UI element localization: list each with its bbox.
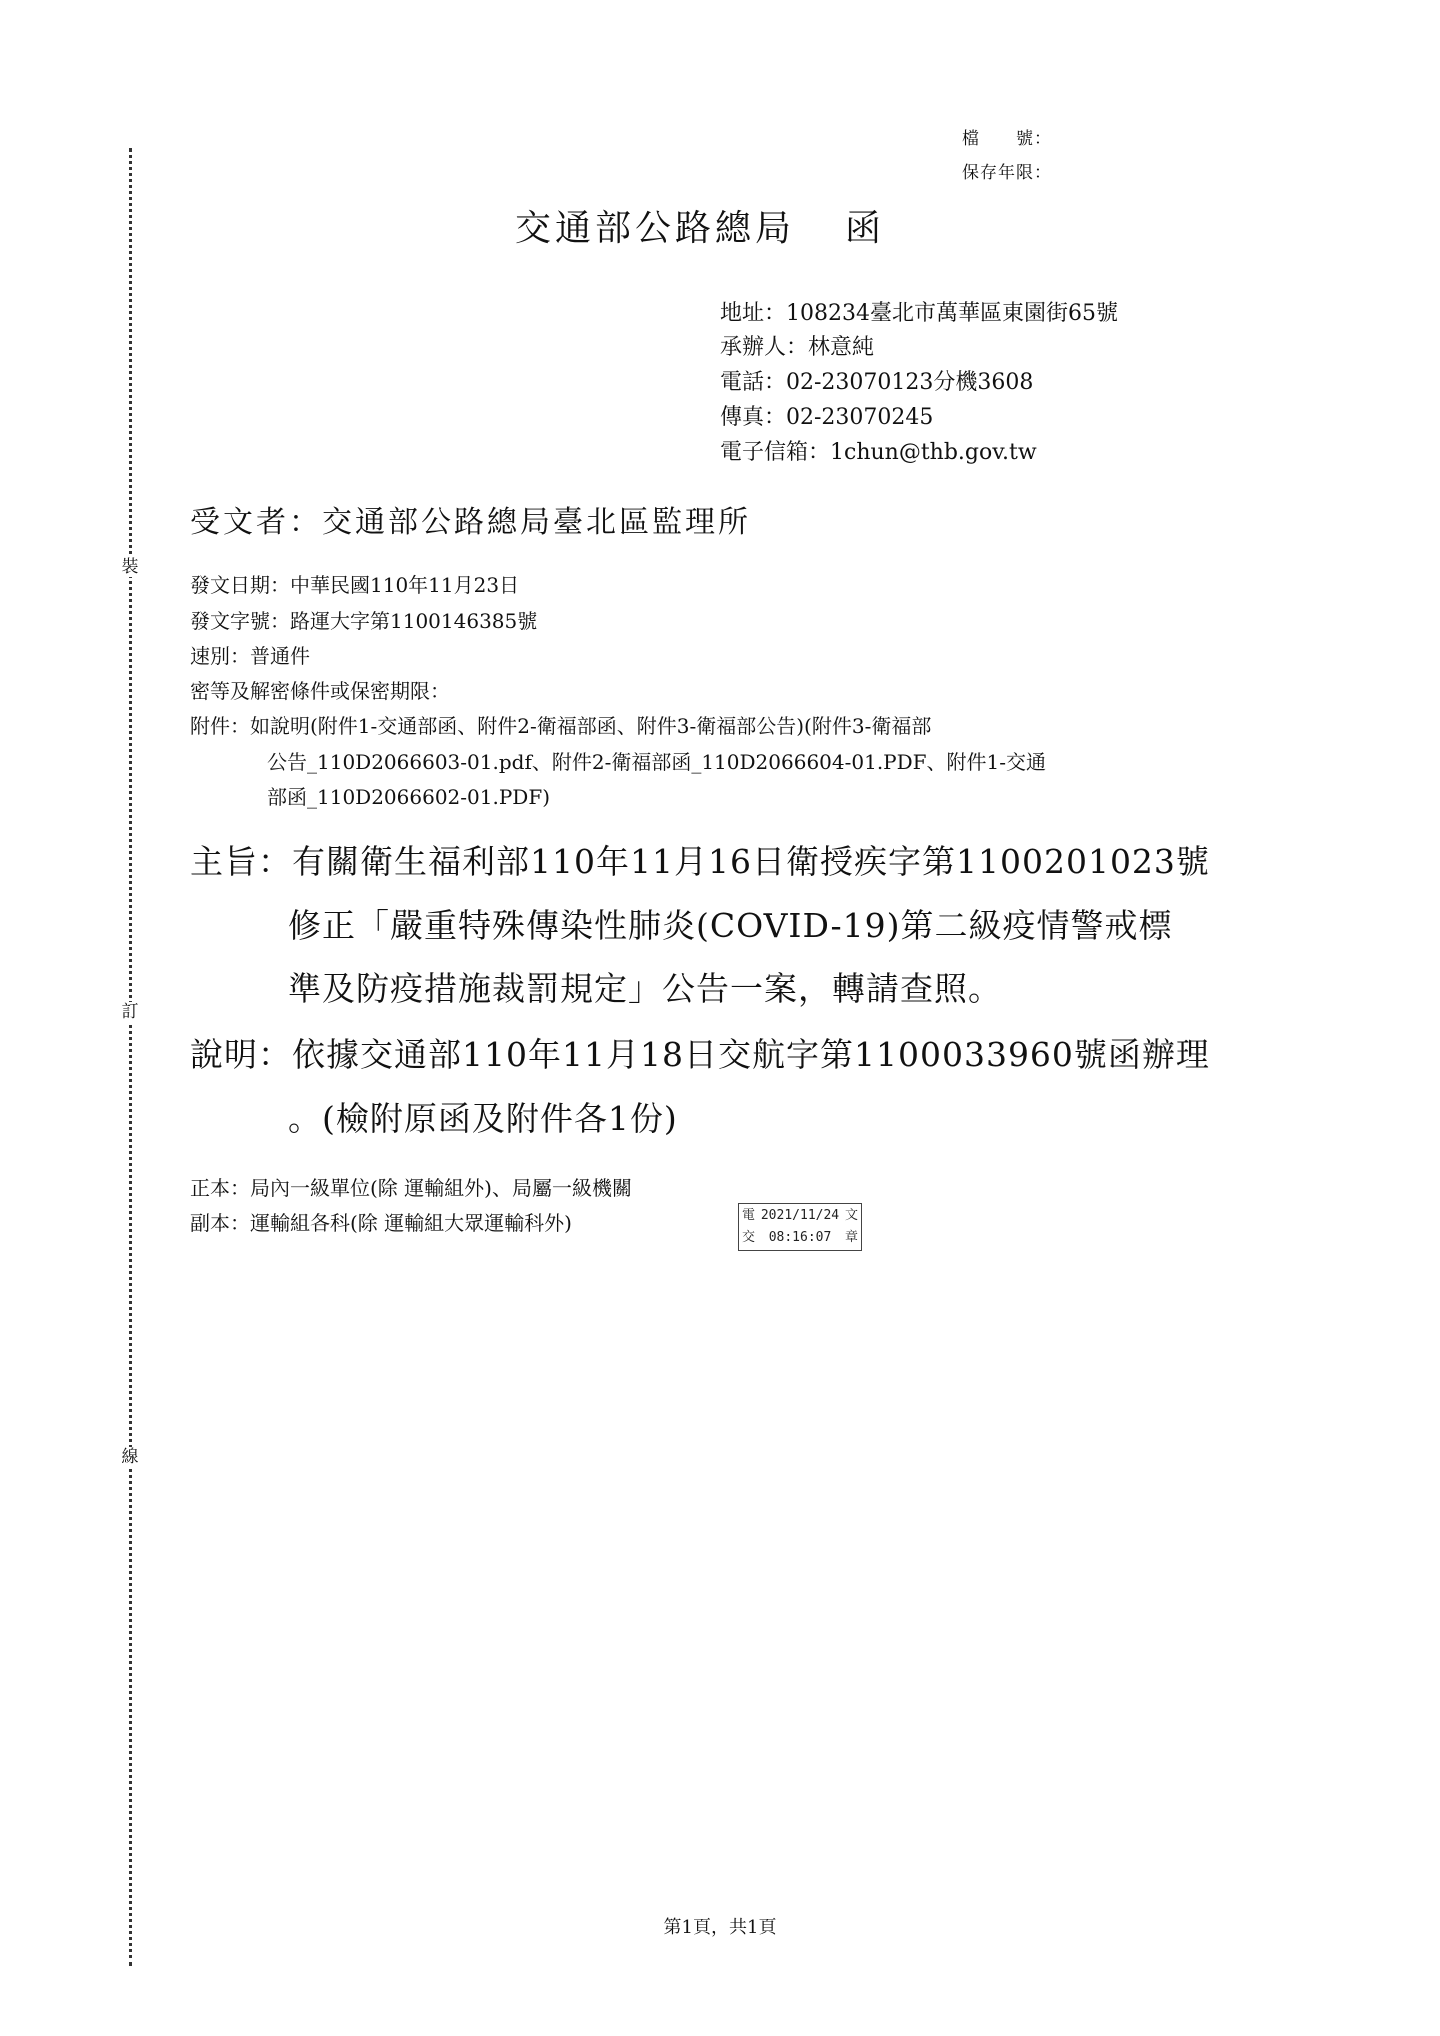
- page-number: 第1頁，共1頁: [663, 1917, 777, 1938]
- explanation-line-2: 。(檢附原函及附件各1份): [288, 1099, 678, 1138]
- binding-char-zhuang: 裝: [116, 557, 144, 577]
- copy-recipients: 副本：運輸組各科(除 運輸組大眾運輸科外): [190, 1211, 572, 1235]
- explanation-line-1: 說明：依據交通部110年11月18日交航字第1100033960號函辦理: [190, 1035, 1210, 1074]
- stamp-char-zhang: 章: [844, 1230, 858, 1245]
- subject-line-2: 修正「嚴重特殊傳染性肺炎(COVID-19)第二級疫情警戒標: [288, 906, 1173, 945]
- contact-handler: 承辦人：林意純: [720, 335, 875, 360]
- file-number-label: 檔 號：: [962, 129, 1052, 149]
- attachment-line-3: 部函_110D2066602-01.PDF): [267, 785, 551, 809]
- document-type: 函: [845, 208, 886, 249]
- stamp-time: 08:16:07: [768, 1230, 832, 1245]
- subject-line-1: 主旨：有關衛生福利部110年11月16日衛授疾字第1100201023號: [190, 842, 1210, 881]
- agency-name: 交通部公路總局: [515, 208, 796, 249]
- contact-address: 地址：108234臺北市萬華區東園街65號: [720, 301, 1118, 326]
- original-recipients: 正本：局內一級單位(除 運輸組外)、局屬一級機關: [190, 1176, 632, 1200]
- recipient: 受文者：交通部公路總局臺北區監理所: [190, 505, 751, 540]
- stamp-char-wen: 文: [844, 1208, 858, 1223]
- confidentiality: 密等及解密條件或保密期限：: [190, 679, 450, 703]
- document-number: 發文字號：路運大字第1100146385號: [190, 609, 538, 633]
- retention-period-label: 保存年限：: [962, 163, 1052, 183]
- electronic-exchange-stamp: [738, 1203, 862, 1251]
- document-title: [515, 200, 885, 251]
- stamp-date: 2021/11/24: [760, 1208, 840, 1223]
- subject-line-3: 準及防疫措施裁罰規定」公告一案，轉請查照。: [288, 969, 1002, 1008]
- binding-char-ding: 訂: [116, 1002, 144, 1022]
- issue-date: 發文日期：中華民國110年11月23日: [190, 573, 520, 597]
- delivery-speed: 速別：普通件: [190, 644, 310, 668]
- stamp-char-jiao: 交: [742, 1230, 756, 1245]
- binding-char-xian: 線: [116, 1447, 144, 1467]
- contact-phone: 電話：02-23070123分機3608: [720, 370, 1034, 395]
- contact-fax: 傳真：02-23070245: [720, 405, 934, 430]
- binding-line: [129, 148, 132, 1966]
- attachment-line-1: 附件：如說明(附件1-交通部函、附件2-衛福部函、附件3-衛福部公告)(附件3-衛福部: [190, 714, 932, 738]
- stamp-char-dian: 電: [742, 1208, 756, 1223]
- attachment-line-2: 公告_110D2066603-01.pdf、附件2-衛福部函_110D2066604-01.PDF、附件1-交通: [267, 750, 1047, 774]
- contact-email: 電子信箱：1chun@thb.gov.tw: [720, 440, 1037, 465]
